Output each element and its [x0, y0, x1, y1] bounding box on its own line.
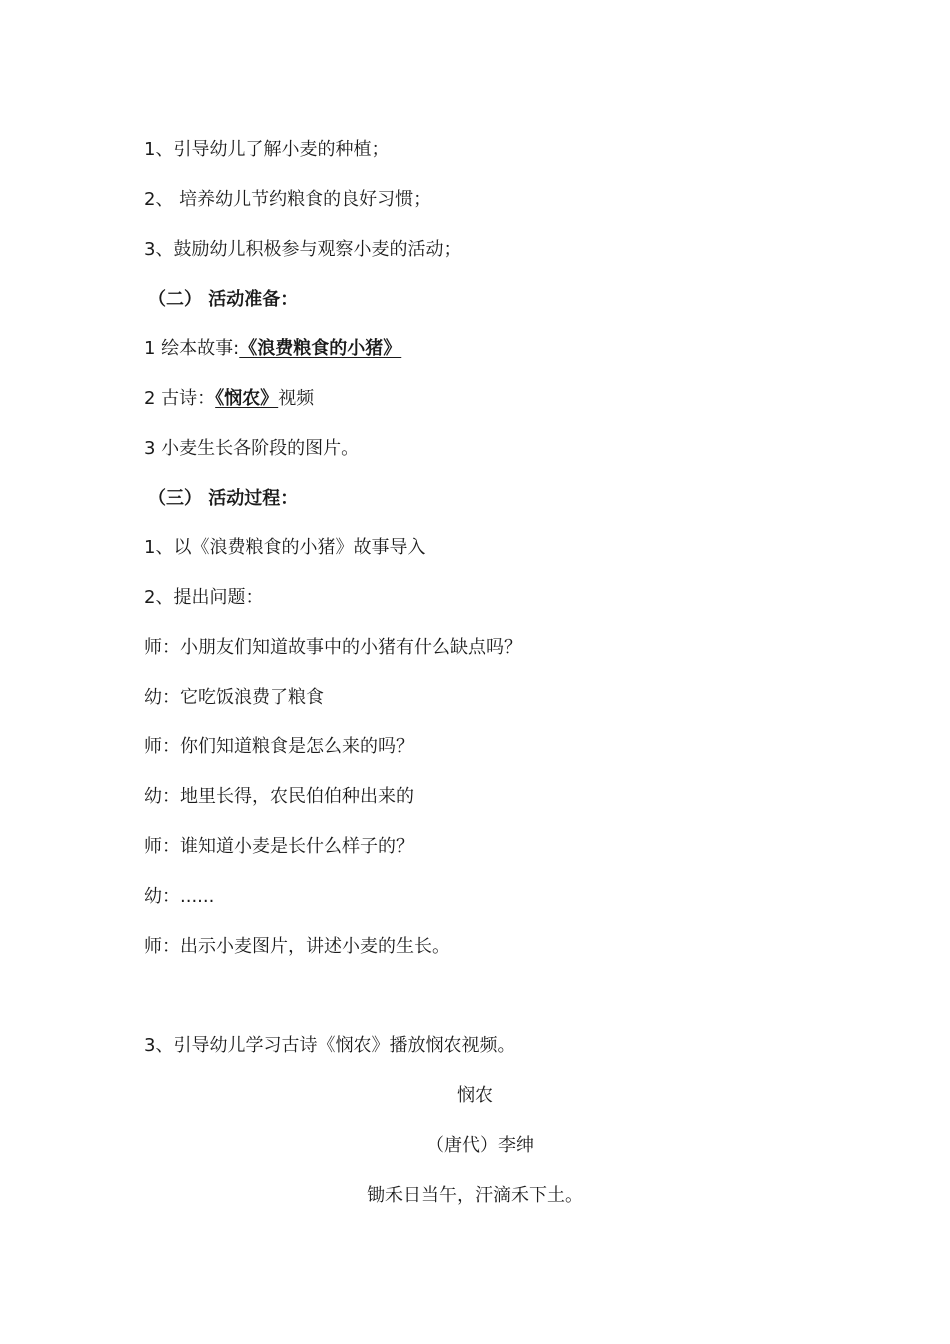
prep-item-2-title: 《悯农》 [215, 388, 279, 409]
dialogue-line: 师：小朋友们知道故事中的小猪有什么缺点吗？ [144, 637, 522, 658]
poem-author: （唐代）李绅 [426, 1135, 534, 1156]
objective-1: 1、引导幼儿了解小麦的种植； [144, 139, 390, 160]
prep-item-1-prefix: 1 绘本故事: [144, 338, 240, 359]
process-step-1: 1、以《浪费粮食的小猪》故事导入 [144, 537, 426, 558]
dialogue-line: 幼：...... [144, 886, 215, 907]
prep-item-2-prefix: 2 古诗： [144, 388, 216, 409]
dialogue-line: 师：谁知道小麦是长什么样子的？ [144, 836, 414, 857]
objective-3: 3、鼓励幼儿积极参与观察小麦的活动； [144, 239, 462, 260]
section-2-heading: （二） 活动准备： [148, 289, 299, 310]
prep-item-2 [144, 387, 314, 411]
section-3-heading: （三） 活动过程： [148, 488, 299, 509]
poem-line-1: 锄禾日当午，汗滴禾下土。 [367, 1185, 583, 1206]
dialogue-line: 师：你们知道粮食是怎么来的吗？ [144, 736, 414, 757]
prep-item-2-suffix: 视频 [278, 388, 315, 409]
prep-item-1-title: 《浪费粮食的小猪》 [239, 338, 402, 359]
dialogue-line: 幼：地里长得，农民伯伯种出来的 [144, 786, 414, 807]
dialogue-line: 幼：它吃饭浪费了粮食 [144, 687, 324, 708]
prep-item-1 [144, 337, 401, 361]
poem-title: 悯农 [457, 1085, 493, 1106]
objective-2: 2、 培养幼儿节约粮食的良好习惯； [144, 189, 432, 210]
dialogue-line: 师：出示小麦图片，讲述小麦的生长。 [144, 936, 450, 957]
process-step-3: 3、引导幼儿学习古诗《悯农》播放悯农视频。 [144, 1035, 516, 1056]
prep-item-3: 3 小麦生长各阶段的图片。 [144, 438, 360, 459]
process-step-2: 2、提出问题： [144, 587, 264, 608]
